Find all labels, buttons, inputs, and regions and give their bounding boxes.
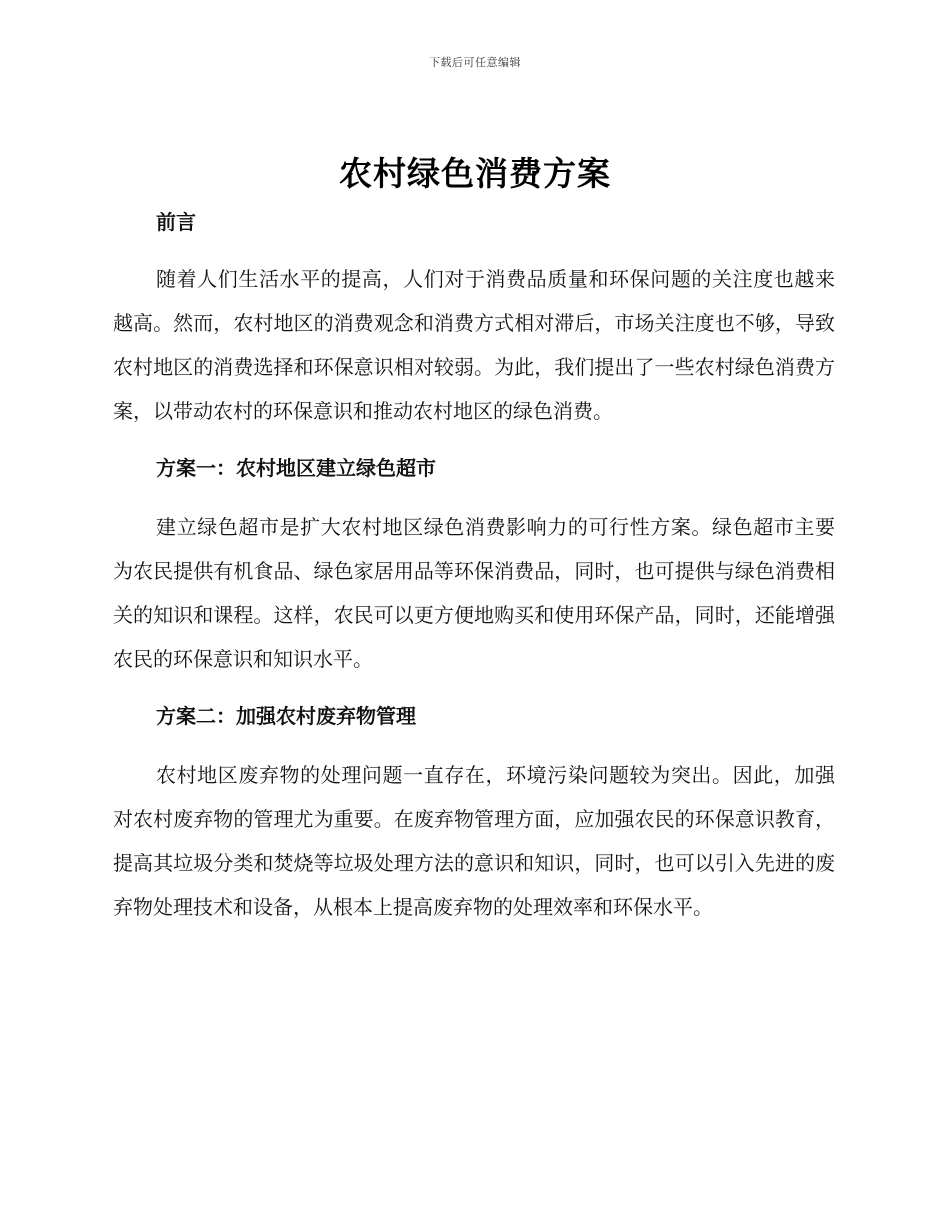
section-paragraph-plan-1: 建立绿色超市是扩大农村地区绿色消费影响力的可行性方案。绿色超市主要为农民提供有机食品、绿色家居用品等环保消费品，同时，也可提供与绿色消费相关的知识和课程。这样，农民可以更方便地购买和使用环保产品，同时，还能增强农民的环保意识和知识水平。 (113, 515, 835, 671)
document-body (113, 206, 835, 929)
document-title: 农村绿色消费方案 (339, 154, 611, 193)
section-heading-plan-1: 方案一：农村地区建立绿色超市 (156, 456, 436, 480)
section-heading-plan-2: 方案二：加强农村废弃物管理 (156, 704, 416, 728)
header-note: 下载后可任意编辑 (429, 56, 521, 69)
section-paragraph-intro: 随着人们生活水平的提高，人们对于消费品质量和环保问题的关注度也越来越高。然而，农村地区的消费观念和消费方式相对滞后，市场关注度也不够，导致农村地区的消费选择和环保意识相对较弱。为此，我们提出了一些农村绿色消费方案，以带动农村的环保意识和推动农村地区的绿色消费。 (113, 267, 835, 423)
section-heading-intro: 前言 (156, 210, 196, 234)
section-paragraph-plan-2: 农村地区废弃物的处理问题一直存在，环境污染问题较为突出。因此，加强对农村废弃物的管理尤为重要。在废弃物管理方面，应加强农民的环保意识教育，提高其垃圾分类和焚烧等垃圾处理方法的意识和知识，同时，也可以引入先进的废弃物处理技术和设备，从根本上提高废弃物的处理效率和环保水平。 (113, 763, 835, 919)
